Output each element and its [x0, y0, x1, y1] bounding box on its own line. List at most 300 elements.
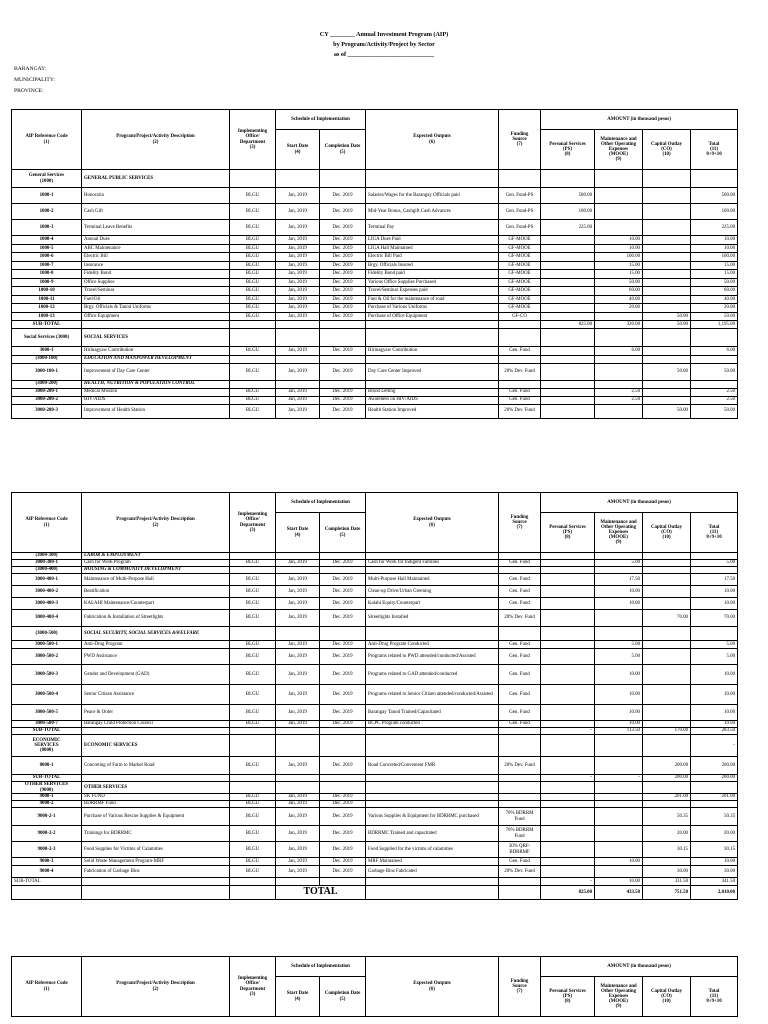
- mooe-cell: [595, 794, 643, 801]
- title-line-3: as of ____________________________: [333, 51, 435, 58]
- mooe-cell: 5.00: [595, 641, 643, 649]
- co-cell: [643, 236, 691, 245]
- ref-code: 1000-9: [12, 278, 82, 287]
- funding-source: 70% BDRRM Fund: [499, 808, 541, 826]
- table-row: [12, 363, 738, 380]
- table-row: [12, 665, 738, 685]
- table-row: [12, 866, 738, 878]
- ps-cell: -: [541, 878, 595, 886]
- col-header-completion: Completion Date (5): [320, 977, 366, 1017]
- funding-source: Gen. Fund-PS: [499, 220, 541, 236]
- completion-date: Dec. 2019: [320, 204, 366, 220]
- col-header-source: Funding Source (7): [499, 957, 541, 1017]
- col-header-schedule: Schedule of Implementation: [276, 110, 366, 130]
- empty-cell: [366, 782, 499, 794]
- sector-row: [12, 782, 738, 794]
- empty-cell: [541, 170, 595, 188]
- empty-cell: [499, 355, 541, 363]
- table-row: [12, 388, 738, 396]
- total-cell: 30.00: [691, 866, 738, 878]
- funding-source: Gen. Fund-PS: [499, 188, 541, 204]
- table-row: [12, 560, 738, 567]
- completion-date: Dec. 2019: [320, 312, 366, 321]
- ps-cell: [541, 794, 595, 801]
- office-cell: BLGU: [230, 347, 276, 356]
- ps-cell: [541, 574, 595, 586]
- table-row: [12, 801, 738, 808]
- ref-code: (3000-400): [12, 567, 82, 574]
- completion-date: Dec. 2019: [320, 304, 366, 313]
- total-cell: [691, 170, 738, 188]
- mooe-cell: 15.00: [595, 261, 643, 270]
- ref-code: 1000-4: [12, 236, 82, 245]
- empty-cell: [230, 553, 276, 560]
- empty-cell: [499, 321, 541, 329]
- sector-title: EDUCATION AND MANPOWER DEVELOPMENT: [82, 355, 230, 363]
- mooe-cell: 113.50: [595, 728, 643, 735]
- ps-cell: [541, 705, 595, 721]
- start-date: Jan, 2019: [276, 560, 320, 567]
- completion-date: Dec. 2019: [320, 287, 366, 296]
- total-cell: 10.00: [691, 705, 738, 721]
- ref-code: 9000-1: [12, 794, 82, 801]
- empty-cell: [230, 878, 276, 886]
- total-cell: [691, 567, 738, 574]
- empty-cell: [366, 553, 499, 560]
- empty-cell: [276, 735, 320, 757]
- ps-cell: [541, 586, 595, 598]
- mooe-cell: 10.00: [595, 665, 643, 685]
- start-date: Jan, 2019: [276, 586, 320, 598]
- mooe-cell: [595, 808, 643, 826]
- empty-cell: [366, 329, 499, 347]
- completion-date: Dec. 2019: [320, 641, 366, 649]
- ps-cell: [541, 610, 595, 627]
- empty-cell: [366, 380, 499, 388]
- funding-source: Gen. Fund: [499, 649, 541, 665]
- completion-date: Dec. 2019: [320, 253, 366, 262]
- empty-cell: [643, 627, 691, 641]
- description: Solid Waste Management Program-MRF: [82, 858, 230, 866]
- expected-output: Fidelity Bond paid: [366, 270, 499, 279]
- col-header-source: Funding Source (7): [499, 110, 541, 170]
- table-row: [12, 826, 738, 842]
- ps-cell: [541, 866, 595, 878]
- empty-cell: [541, 735, 595, 757]
- co-cell: [643, 586, 691, 598]
- completion-date: Dec. 2019: [320, 665, 366, 685]
- total-cell: 6.00: [691, 347, 738, 356]
- description: Medical Mission: [82, 388, 230, 396]
- completion-date: Dec. 2019: [320, 363, 366, 380]
- empty-cell: [82, 878, 230, 886]
- funding-source: Gen. Fund: [499, 586, 541, 598]
- completion-date: Dec. 2019: [320, 236, 366, 245]
- completion-date: Dec. 2019: [320, 388, 366, 396]
- expected-output: Programs related to GAD attended/conducted: [366, 665, 499, 685]
- empty-cell: [230, 170, 276, 188]
- ref-code: 1000-12: [12, 304, 82, 313]
- start-date: Jan, 2019: [276, 842, 320, 858]
- description: BDRRMF Fund: [82, 801, 230, 808]
- completion-date: Dec. 2019: [320, 826, 366, 842]
- office-cell: BLGU: [230, 801, 276, 808]
- funding-source: 20% Dev. Fund: [499, 866, 541, 878]
- description: Office Supplies: [82, 278, 230, 287]
- total-cell: [691, 329, 738, 347]
- office-cell: BLGU: [230, 826, 276, 842]
- total-cell: 1,195.00: [691, 321, 738, 329]
- empty-cell: [541, 567, 595, 574]
- mooe-cell: 10.00: [595, 721, 643, 728]
- start-date: Jan, 2019: [276, 188, 320, 204]
- office-cell: BLGU: [230, 270, 276, 279]
- start-date: Jan, 2019: [276, 757, 320, 775]
- completion-date: Dec. 2019: [320, 244, 366, 253]
- table-row: [12, 244, 738, 253]
- ps-cell: -: [541, 728, 595, 735]
- sector-title: SOCIAL SERVICES: [82, 329, 230, 347]
- total-cell: 15.00: [691, 261, 738, 270]
- empty-cell: [230, 567, 276, 574]
- mooe-cell: 15.00: [595, 270, 643, 279]
- sub-row: [12, 321, 738, 329]
- co-cell: [643, 278, 691, 287]
- mooe-cell: 5.00: [595, 560, 643, 567]
- empty-cell: [595, 355, 643, 363]
- table-row: [12, 396, 738, 404]
- description: Trainings for BDRRMC: [82, 826, 230, 842]
- aip-table-part-1: [11, 109, 738, 419]
- empty-cell: [499, 878, 541, 886]
- co-cell: 50.35: [643, 808, 691, 826]
- empty-cell: [499, 170, 541, 188]
- co-cell: 50.00: [643, 363, 691, 380]
- ps-cell: [541, 842, 595, 858]
- description: Cash for Work Program: [82, 560, 230, 567]
- expected-output: Electric Bill Paid: [366, 253, 499, 262]
- ps-cell: [541, 396, 595, 404]
- completion-date: Dec. 2019: [320, 705, 366, 721]
- description: Purchase of Various Rescue Supplies & Equipment: [82, 808, 230, 826]
- ref-code: 3000-400-4: [12, 610, 82, 627]
- sub-h-row: [12, 627, 738, 641]
- total-cell: 2,010.00: [691, 886, 738, 900]
- completion-date: Dec. 2019: [320, 188, 366, 204]
- empty-cell: [230, 329, 276, 347]
- completion-date: Dec. 2019: [320, 598, 366, 610]
- total-cell: 50.00: [691, 363, 738, 380]
- empty-cell: [499, 567, 541, 574]
- office-cell: BLGU: [230, 808, 276, 826]
- col-header-desc: Program/Project/Activity Description (2): [82, 110, 230, 170]
- co-cell: 200.00: [643, 775, 691, 782]
- description: Hirinagyaw Contribution: [82, 347, 230, 356]
- empty-cell: [366, 355, 499, 363]
- empty-cell: [366, 878, 499, 886]
- office-cell: BLGU: [230, 610, 276, 627]
- expected-output: Blood Letting: [366, 388, 499, 396]
- col-header-co: Capital Outlay (CO) (10): [643, 513, 691, 553]
- empty-cell: [276, 782, 320, 794]
- funding-source: GF-MOOE: [499, 295, 541, 304]
- expected-output: Mid-Year Bonus, Cashgift Cash Advances: [366, 204, 499, 220]
- start-date: Jan, 2019: [276, 574, 320, 586]
- ps-cell: [541, 312, 595, 321]
- empty-cell: [82, 321, 230, 329]
- start-date: Jan, 2019: [276, 649, 320, 665]
- expected-output: Food Supplied for the victims of calamities: [366, 842, 499, 858]
- ps-cell: [541, 244, 595, 253]
- co-cell: [643, 295, 691, 304]
- co-cell: [643, 287, 691, 296]
- table-row: [12, 641, 738, 649]
- empty-cell: [643, 735, 691, 757]
- expected-output: Purchase of Various Uniforms: [366, 304, 499, 313]
- empty-cell: [230, 886, 276, 900]
- empty-cell: [366, 735, 499, 757]
- funding-source: 20% Dev. Fund: [499, 610, 541, 627]
- office-cell: BLGU: [230, 261, 276, 270]
- sector-row: [12, 329, 738, 347]
- table-row: [12, 721, 738, 728]
- ref-code: (3000-200): [12, 380, 82, 388]
- empty-cell: [276, 627, 320, 641]
- funding-source: Gen. Fund: [499, 560, 541, 567]
- start-date: Jan, 2019: [276, 388, 320, 396]
- empty-cell: [366, 886, 499, 900]
- total-cell: 201.00: [691, 794, 738, 801]
- start-date: Jan, 2019: [276, 866, 320, 878]
- total-cell: 500.00: [691, 188, 738, 204]
- empty-cell: [320, 728, 366, 735]
- total-cell: [691, 627, 738, 641]
- ref-code: General Services (1000): [12, 170, 82, 188]
- header-row-top: [12, 493, 738, 513]
- start-date: Jan, 2019: [276, 347, 320, 356]
- funding-source: GF-MOOE: [499, 261, 541, 270]
- funding-source: 20% Dev. Fund: [499, 363, 541, 380]
- completion-date: Dec. 2019: [320, 610, 366, 627]
- empty-cell: [499, 735, 541, 757]
- description: HIV/AIDS: [82, 396, 230, 404]
- ref-code: 3000-500-4: [12, 685, 82, 705]
- start-date: Jan, 2019: [276, 641, 320, 649]
- total-cell: 100.00: [691, 204, 738, 220]
- mooe-cell: 20.00: [595, 304, 643, 313]
- co-cell: [643, 649, 691, 665]
- empty-cell: [595, 170, 643, 188]
- ref-code: 3000-200-3: [12, 404, 82, 418]
- total-cell: 5.00: [691, 641, 738, 649]
- mooe-cell: [595, 188, 643, 204]
- description: Insurance: [82, 261, 230, 270]
- table-row: [12, 270, 738, 279]
- expected-output: LIGA Hall Maintained: [366, 244, 499, 253]
- col-header-desc: Program/Project/Activity Description (2): [82, 493, 230, 553]
- empty-cell: [320, 380, 366, 388]
- co-cell: 201.00: [643, 794, 691, 801]
- municipality-label: MUNICIPALITY:: [14, 77, 55, 83]
- ps-cell: 500.00: [541, 188, 595, 204]
- completion-date: Dec. 2019: [320, 347, 366, 356]
- empty-cell: [366, 321, 499, 329]
- ps-cell: [541, 270, 595, 279]
- col-header-schedule: Schedule of Implementation: [276, 493, 366, 513]
- col-header-amount: AMOUNT (in thousand pesos): [541, 493, 738, 513]
- total-cell: 30.15: [691, 842, 738, 858]
- start-date: Jan, 2019: [276, 244, 320, 253]
- total-cell: 50.35: [691, 808, 738, 826]
- empty-cell: [320, 627, 366, 641]
- col-header-completion: Completion Date (5): [320, 513, 366, 553]
- office-cell: BLGU: [230, 287, 276, 296]
- col-header-ref: AIP Reference Code (1): [12, 110, 82, 170]
- col-header-mooe: Maintenance and Other Operating Expenses (MOOE) (9): [595, 977, 643, 1017]
- sub-h-row: [12, 355, 738, 363]
- total-cell: -: [691, 735, 738, 757]
- description: KALAHI Maintenance/Counterpart: [82, 598, 230, 610]
- empty-cell: [595, 380, 643, 388]
- completion-date: Dec. 2019: [320, 295, 366, 304]
- funding-source: Gen. Fund: [499, 705, 541, 721]
- mooe-cell: 433.50: [595, 886, 643, 900]
- ps-cell: [541, 278, 595, 287]
- start-date: Jan, 2019: [276, 304, 320, 313]
- funding-source: Gen. Fund: [499, 641, 541, 649]
- col-header-ps: Personal Services (PS) (8): [541, 977, 595, 1017]
- co-cell: [643, 396, 691, 404]
- table-row: [12, 757, 738, 775]
- expected-output: BDRRMC Trained and capacitated: [366, 826, 499, 842]
- expected-output: Garbage Bins Fabricated: [366, 866, 499, 878]
- empty-cell: [595, 782, 643, 794]
- mooe-cell: [595, 866, 643, 878]
- empty-cell: [643, 380, 691, 388]
- subtotal-label: SUB-TOTAL: [12, 321, 82, 329]
- empty-cell: [499, 782, 541, 794]
- description: Improvement of Day Care Center: [82, 363, 230, 380]
- ref-code: 1000-5: [12, 244, 82, 253]
- funding-source: Gen. Fund: [499, 396, 541, 404]
- empty-cell: [595, 329, 643, 347]
- col-header-schedule: Schedule of Implementation: [276, 957, 366, 977]
- office-cell: BLGU: [230, 598, 276, 610]
- completion-date: Dec. 2019: [320, 220, 366, 236]
- completion-date: Dec. 2019: [320, 278, 366, 287]
- mooe-cell: [595, 312, 643, 321]
- ps-cell: [541, 304, 595, 313]
- aip-table-part-3: [11, 956, 738, 1017]
- completion-date: Dec. 2019: [320, 574, 366, 586]
- co-cell: [643, 560, 691, 567]
- table-row: [12, 220, 738, 236]
- funding-source: GF-MOOE: [499, 287, 541, 296]
- expected-output: Health Station Improved: [366, 404, 499, 418]
- co-cell: [643, 641, 691, 649]
- office-cell: BLGU: [230, 586, 276, 598]
- office-cell: BLGU: [230, 842, 276, 858]
- completion-date: Dec. 2019: [320, 685, 366, 705]
- funding-source: Gen. Fund: [499, 598, 541, 610]
- empty-cell: [499, 728, 541, 735]
- completion-date: Dec. 2019: [320, 270, 366, 279]
- description: Anti-Drug Program: [82, 641, 230, 649]
- office-cell: BLGU: [230, 794, 276, 801]
- grand-total-label: TOTAL: [276, 886, 366, 900]
- expected-output: Day Care Center Improved: [366, 363, 499, 380]
- description: Beatification: [82, 586, 230, 598]
- empty-cell: [541, 553, 595, 560]
- co-cell: [643, 598, 691, 610]
- description: Office Equipment: [82, 312, 230, 321]
- empty-cell: [230, 775, 276, 782]
- funding-source: [499, 794, 541, 801]
- ps-cell: [541, 649, 595, 665]
- sector-title: HOUSING & COMMUNITY DEVELOPMENT: [82, 567, 230, 574]
- empty-cell: [230, 321, 276, 329]
- total-cell: 20.00: [691, 826, 738, 842]
- mooe-cell: [595, 801, 643, 808]
- empty-cell: [230, 380, 276, 388]
- sub-row: [12, 728, 738, 735]
- co-cell: [643, 858, 691, 866]
- completion-date: Dec. 2019: [320, 808, 366, 826]
- total-cell: 10.00: [691, 244, 738, 253]
- expected-output: Various Office Supplies Purchased: [366, 278, 499, 287]
- mooe-cell: 10.00: [595, 878, 643, 886]
- completion-date: Dec. 2019: [320, 721, 366, 728]
- ref-code: 3000-400-3: [12, 598, 82, 610]
- table-row: [12, 598, 738, 610]
- funding-source: 20% Dev. Fund: [499, 404, 541, 418]
- description: Travel/Seminar: [82, 287, 230, 296]
- completion-date: Dec. 2019: [320, 757, 366, 775]
- ref-code: (3000-100): [12, 355, 82, 363]
- description: Fidelity Bond: [82, 270, 230, 279]
- ps-cell: [541, 665, 595, 685]
- col-header-start: Start Date (4): [276, 130, 320, 170]
- ps-cell: [541, 826, 595, 842]
- total-cell: 10.00: [691, 685, 738, 705]
- col-header-total: Total (11) 8+9+10: [691, 130, 738, 170]
- description: Fabrication & Installation of Streetlights: [82, 610, 230, 627]
- expected-output: Road Concreted/Convenient FMR: [366, 757, 499, 775]
- table-row: [12, 574, 738, 586]
- co-cell: [643, 261, 691, 270]
- empty-cell: [320, 170, 366, 188]
- description: Fabrication of Garbage Bins: [82, 866, 230, 878]
- ps-cell: [541, 721, 595, 728]
- mooe-cell: 10.00: [595, 685, 643, 705]
- table-row: [12, 685, 738, 705]
- empty-cell: [230, 728, 276, 735]
- office-cell: BLGU: [230, 721, 276, 728]
- col-header-outputs: Expected Outputs (6): [366, 957, 499, 1017]
- empty-cell: [541, 329, 595, 347]
- co-cell: 30.15: [643, 842, 691, 858]
- co-cell: 751.50: [643, 886, 691, 900]
- empty-cell: [366, 567, 499, 574]
- completion-date: Dec. 2019: [320, 586, 366, 598]
- co-cell: [643, 244, 691, 253]
- office-cell: BLGU: [230, 236, 276, 245]
- co-cell: [643, 188, 691, 204]
- start-date: Jan, 2019: [276, 721, 320, 728]
- start-date: Jan, 2019: [276, 261, 320, 270]
- mooe-cell: 2.50: [595, 396, 643, 404]
- total-cell: 341.50: [691, 878, 738, 886]
